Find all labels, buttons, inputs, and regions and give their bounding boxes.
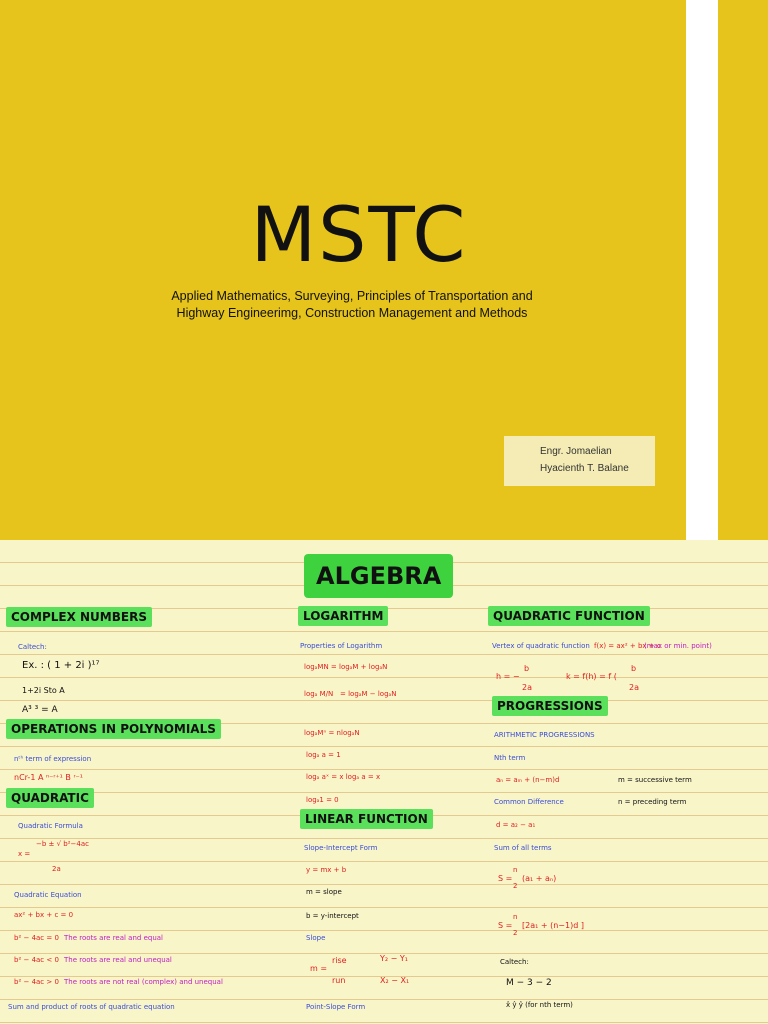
k-2a: 2a (629, 683, 639, 692)
author-box (504, 436, 655, 486)
vertex-note: (max or min. point) (644, 642, 712, 650)
algebra-heading: ALGEBRA (304, 554, 453, 598)
vertex-equation: f(x) = ax² + bx + c (594, 642, 661, 650)
complex-example: Ex. : ( 1 + 2i )¹⁷ (22, 660, 100, 671)
sum-formula-1-2: 2 (513, 882, 518, 890)
subtitle-line-1: Applied Mathematics, Surveying, Principles of Transportation and (171, 289, 533, 303)
sum-formula-2-n: n (513, 913, 518, 921)
discriminant-3-text: The roots are not real (complex) and unequal (64, 978, 223, 986)
log-property-2-left: logₐ M/N (304, 690, 334, 698)
slope-rise: rise (332, 956, 347, 965)
complex-sto: 1+2i Sto A (22, 686, 65, 695)
b-intercept: b = y-intercept (306, 912, 359, 920)
arithmetic-progressions-label: ARITHMETIC PROGRESSIONS (494, 731, 595, 739)
discriminant-3-expr: b² − 4ac > 0 (14, 978, 59, 986)
sum-product-label: Sum and product of roots of quadratic equation (8, 1003, 175, 1011)
caltech-nth: x̂ ŷ ŷ (for nth term) (506, 1001, 573, 1009)
discriminant-1-expr: b² − 4ac = 0 (14, 934, 59, 942)
quadratic-formula-x: x = (18, 850, 31, 858)
quadratic-equation: ax² + bx + c = 0 (14, 911, 74, 919)
discriminant-2-expr: b² − 4ac < 0 (14, 956, 59, 964)
log-properties-label: Properties of Logarithm (300, 642, 383, 650)
log-property-4: logₐ a = 1 (306, 751, 341, 759)
subtitle-line-2: Highway Engineerimg, Construction Management and Methods (176, 306, 528, 320)
quadratic-function-heading: QUADRATIC FUNCTION (488, 606, 650, 626)
ncr-formula: nCr-1 A ⁿ⁻ʳ⁺¹ B ʳ⁻¹ (14, 773, 83, 782)
quadratic-formula-label: Quadratic Formula (18, 822, 83, 830)
h-2a: 2a (522, 683, 532, 692)
point-slope-label: Point-Slope Form (306, 1003, 366, 1011)
log-property-2-right: = logₐM − logₐN (340, 690, 397, 698)
caltech-mode: M − 3 − 2 (506, 978, 552, 988)
slope-run: run (332, 976, 346, 985)
quadratic-formula-numerator: −b ± √ b²−4ac (36, 840, 90, 848)
complex-numbers-heading: COMPLEX NUMBERS (6, 607, 152, 627)
m-successive: m = successive term (618, 776, 692, 784)
operations-polynomials-heading: OPERATIONS IN POLYNOMIALS (6, 719, 221, 739)
slope-intercept-form: y = mx + b (306, 866, 347, 874)
notes-page (0, 540, 768, 1024)
caltech-label: Caltech: (18, 643, 47, 651)
nth-term-label: nᵗʰ term of expression (14, 755, 92, 763)
progressions-heading: PROGRESSIONS (492, 696, 608, 716)
m-slope: m = slope (306, 888, 342, 896)
quadratic-equation-label: Quadratic Equation (14, 891, 82, 899)
h-equation: h = − (496, 672, 520, 681)
common-difference-label: Common Difference (494, 798, 564, 806)
d-formula: d = a₂ − a₁ (496, 821, 536, 829)
nth-term-label-ap: Nth term (494, 754, 526, 762)
an-formula: aₙ = aₘ + (n−m)d (496, 776, 560, 784)
sum-formula-2-right: [2a₁ + (n−1)d ] (522, 921, 584, 930)
k-equation: k = f(h) = f ( (566, 672, 617, 681)
linear-function-heading: LINEAR FUNCTION (300, 809, 433, 829)
sum-formula-2-2: 2 (513, 929, 518, 937)
slope-y-diff: Y₂ − Y₁ (380, 954, 408, 963)
log-property-1: logₐMN = logₐM + logₐN (304, 663, 388, 671)
log-property-6: logₐ1 = 0 (306, 796, 339, 804)
slope-x-diff: X₂ − X₁ (380, 976, 410, 985)
sum-formula-2-left: S = (498, 921, 513, 930)
sum-formula-1-left: S = (498, 874, 513, 883)
n-preceding: n = preceding term (618, 798, 687, 806)
log-property-5: logₐ aˣ = x logₐ a = x (306, 773, 381, 781)
discriminant-2-text: The roots are real and unequal (64, 956, 172, 964)
log-property-3: logₐMⁿ = nlogₐN (304, 729, 360, 737)
ap-caltech-label: Caltech: (500, 958, 529, 966)
author-line-2: Hyacienth T. Balane (540, 463, 629, 474)
discriminant-1-text: The roots are real and equal (64, 934, 164, 942)
slope-label: Slope (306, 934, 326, 942)
slope-intercept-label: Slope-Intercept Form (304, 844, 378, 852)
sum-formula-1-right: (a₁ + aₙ) (522, 874, 557, 883)
complex-power: A³ ³ = A (22, 705, 58, 715)
slope-m: m = (310, 964, 328, 973)
logarithm-heading: LOGARITHM (298, 606, 388, 626)
h-b: b (524, 664, 530, 673)
quadratic-heading: QUADRATIC (6, 788, 94, 808)
vertex-label: Vertex of quadratic function (492, 642, 590, 650)
sum-all-label: Sum of all terms (494, 844, 552, 852)
cover-title: MSTC (250, 190, 468, 279)
k-b: b (631, 664, 637, 673)
cover-subtitle (100, 288, 604, 322)
quadratic-formula-denominator: 2a (52, 865, 61, 873)
author-line-1: Engr. Jomaelian (540, 446, 612, 457)
sum-formula-1-n: n (513, 866, 518, 874)
